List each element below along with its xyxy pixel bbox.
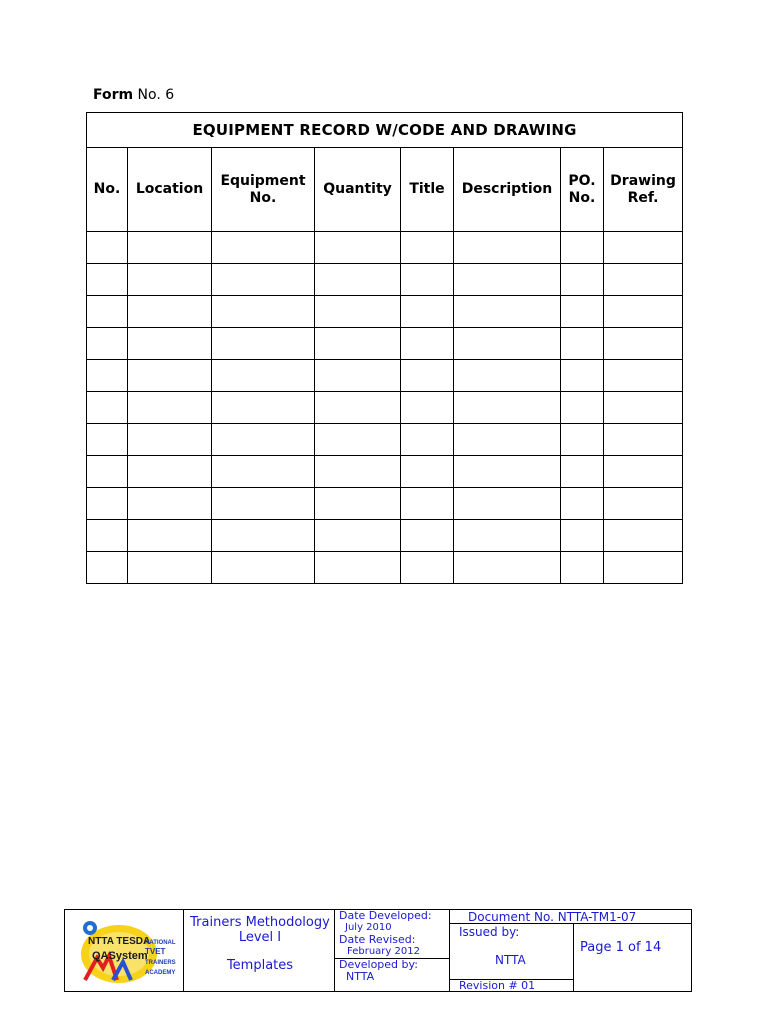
table-cell[interactable]	[128, 360, 212, 392]
table-row	[87, 520, 683, 552]
table-cell[interactable]	[128, 264, 212, 296]
table-cell[interactable]	[87, 328, 128, 360]
table-cell[interactable]	[561, 264, 604, 296]
table-cell[interactable]	[128, 296, 212, 328]
date-developed-label: Date Developed:	[339, 909, 432, 922]
table-cell[interactable]	[454, 488, 561, 520]
table-cell[interactable]	[561, 360, 604, 392]
table-cell[interactable]	[315, 552, 401, 584]
table-cell[interactable]	[212, 456, 315, 488]
table-cell[interactable]	[128, 328, 212, 360]
table-cell[interactable]	[315, 296, 401, 328]
ntta-logo	[79, 918, 187, 986]
table-cell[interactable]	[212, 232, 315, 264]
table-cell[interactable]	[454, 456, 561, 488]
column-header: Title	[401, 148, 454, 232]
issued-by: NTTA	[495, 953, 526, 967]
revision-number: Revision # 01	[459, 979, 536, 992]
table-row	[87, 488, 683, 520]
table-cell[interactable]	[604, 488, 683, 520]
table-cell[interactable]	[87, 392, 128, 424]
column-header: Description	[454, 148, 561, 232]
table-row	[87, 328, 683, 360]
table-cell[interactable]	[401, 232, 454, 264]
document-number: Document No. NTTA-TM1-07	[468, 910, 637, 924]
table-cell[interactable]	[315, 424, 401, 456]
table-cell[interactable]	[561, 392, 604, 424]
table-cell[interactable]	[315, 360, 401, 392]
table-cell[interactable]	[454, 264, 561, 296]
logo-text: ACADEMY	[145, 970, 176, 976]
table-cell[interactable]	[212, 552, 315, 584]
table-cell[interactable]	[561, 232, 604, 264]
table-cell[interactable]	[212, 296, 315, 328]
table-cell[interactable]	[561, 488, 604, 520]
form-label-bold: Form	[93, 87, 134, 103]
logo-text: QASystem	[92, 950, 148, 962]
course-title-block	[185, 915, 335, 973]
table-cell[interactable]	[401, 392, 454, 424]
table-cell[interactable]	[87, 264, 128, 296]
table-row	[87, 232, 683, 264]
table-cell[interactable]	[315, 520, 401, 552]
table-cell[interactable]	[87, 360, 128, 392]
table-cell[interactable]	[561, 552, 604, 584]
logo-text: NATIONAL	[145, 940, 176, 946]
date-revised: February 2012	[347, 946, 420, 957]
table-row	[87, 456, 683, 488]
table-cell[interactable]	[212, 328, 315, 360]
table-cell[interactable]	[454, 296, 561, 328]
table-cell[interactable]	[315, 328, 401, 360]
table-cell[interactable]	[604, 392, 683, 424]
table-cell[interactable]	[454, 392, 561, 424]
footer-divider	[573, 923, 574, 991]
table-cell[interactable]	[604, 328, 683, 360]
table-cell[interactable]	[315, 456, 401, 488]
developed-by: NTTA	[346, 970, 375, 983]
table-row	[87, 296, 683, 328]
table-cell[interactable]	[128, 552, 212, 584]
table-cell[interactable]	[454, 424, 561, 456]
column-header: Drawing Ref.	[604, 148, 683, 232]
table-cell[interactable]	[87, 552, 128, 584]
table-cell[interactable]	[604, 232, 683, 264]
table-row	[87, 392, 683, 424]
table-cell[interactable]	[561, 456, 604, 488]
table-cell[interactable]	[87, 296, 128, 328]
table-cell[interactable]	[401, 488, 454, 520]
course-subtitle: Templates	[226, 958, 294, 973]
table-cell[interactable]	[401, 520, 454, 552]
table-cell[interactable]	[401, 424, 454, 456]
table-cell[interactable]	[561, 328, 604, 360]
table-cell[interactable]	[604, 264, 683, 296]
table-cell[interactable]	[561, 424, 604, 456]
issued-by-label: Issued by:	[459, 925, 520, 939]
table-cell[interactable]	[315, 232, 401, 264]
table-row	[87, 552, 683, 584]
table-cell[interactable]	[604, 520, 683, 552]
document-footer	[64, 909, 692, 992]
table-cell[interactable]	[604, 424, 683, 456]
table-cell[interactable]	[212, 520, 315, 552]
table-row	[87, 360, 683, 392]
table-row	[87, 424, 683, 456]
table-cell[interactable]	[454, 552, 561, 584]
table-cell[interactable]	[561, 520, 604, 552]
table-cell[interactable]	[401, 360, 454, 392]
logo-text: TVET	[145, 947, 166, 956]
table-cell[interactable]	[401, 456, 454, 488]
developed-by-label: Developed by:	[339, 958, 418, 971]
column-header: PO. No.	[561, 148, 604, 232]
table-cell[interactable]	[128, 232, 212, 264]
table-cell[interactable]	[87, 424, 128, 456]
table-cell[interactable]	[128, 456, 212, 488]
table-cell[interactable]	[401, 264, 454, 296]
header-row	[87, 148, 683, 232]
logo-text: TRAINERS	[145, 960, 176, 966]
table-cell[interactable]	[315, 488, 401, 520]
table-cell[interactable]	[604, 360, 683, 392]
table-cell[interactable]	[87, 232, 128, 264]
table-cell[interactable]	[87, 488, 128, 520]
table-cell[interactable]	[454, 232, 561, 264]
table-row	[87, 264, 683, 296]
date-revised-label: Date Revised:	[339, 933, 416, 946]
table-cell[interactable]	[212, 392, 315, 424]
table-cell[interactable]	[315, 264, 401, 296]
table-cell[interactable]	[128, 520, 212, 552]
table-cell[interactable]	[212, 264, 315, 296]
column-header: Equipment No.	[212, 148, 315, 232]
logo-text: NTTA TESDA	[88, 936, 151, 947]
table-cell[interactable]	[212, 488, 315, 520]
table-cell[interactable]	[401, 296, 454, 328]
date-developed: July 2010	[345, 922, 392, 933]
table-cell[interactable]	[454, 520, 561, 552]
column-header: Location	[128, 148, 212, 232]
table-body	[87, 232, 683, 584]
course-title: Trainers Methodology Level I	[190, 915, 330, 945]
table-cell[interactable]	[87, 520, 128, 552]
table-cell[interactable]	[315, 392, 401, 424]
table-cell[interactable]	[604, 456, 683, 488]
table-cell[interactable]	[128, 424, 212, 456]
table-cell[interactable]	[212, 424, 315, 456]
form-number-label	[93, 87, 174, 103]
form-number: No. 6	[133, 87, 175, 103]
table-cell[interactable]	[128, 488, 212, 520]
table-cell[interactable]	[561, 296, 604, 328]
table-cell[interactable]	[401, 328, 454, 360]
table-cell[interactable]	[128, 392, 212, 424]
table-cell[interactable]	[212, 360, 315, 392]
column-header: Quantity	[315, 148, 401, 232]
table-cell[interactable]	[604, 552, 683, 584]
column-header: No.	[87, 148, 128, 232]
table-cell[interactable]	[87, 456, 128, 488]
table-cell[interactable]	[401, 552, 454, 584]
table-cell[interactable]	[454, 360, 561, 392]
equipment-record-table	[86, 112, 683, 584]
table-cell[interactable]	[454, 328, 561, 360]
table-title: EQUIPMENT RECORD W/CODE AND DRAWING	[87, 113, 683, 148]
page-number: Page 1 of 14	[580, 940, 662, 955]
table-cell[interactable]	[604, 296, 683, 328]
